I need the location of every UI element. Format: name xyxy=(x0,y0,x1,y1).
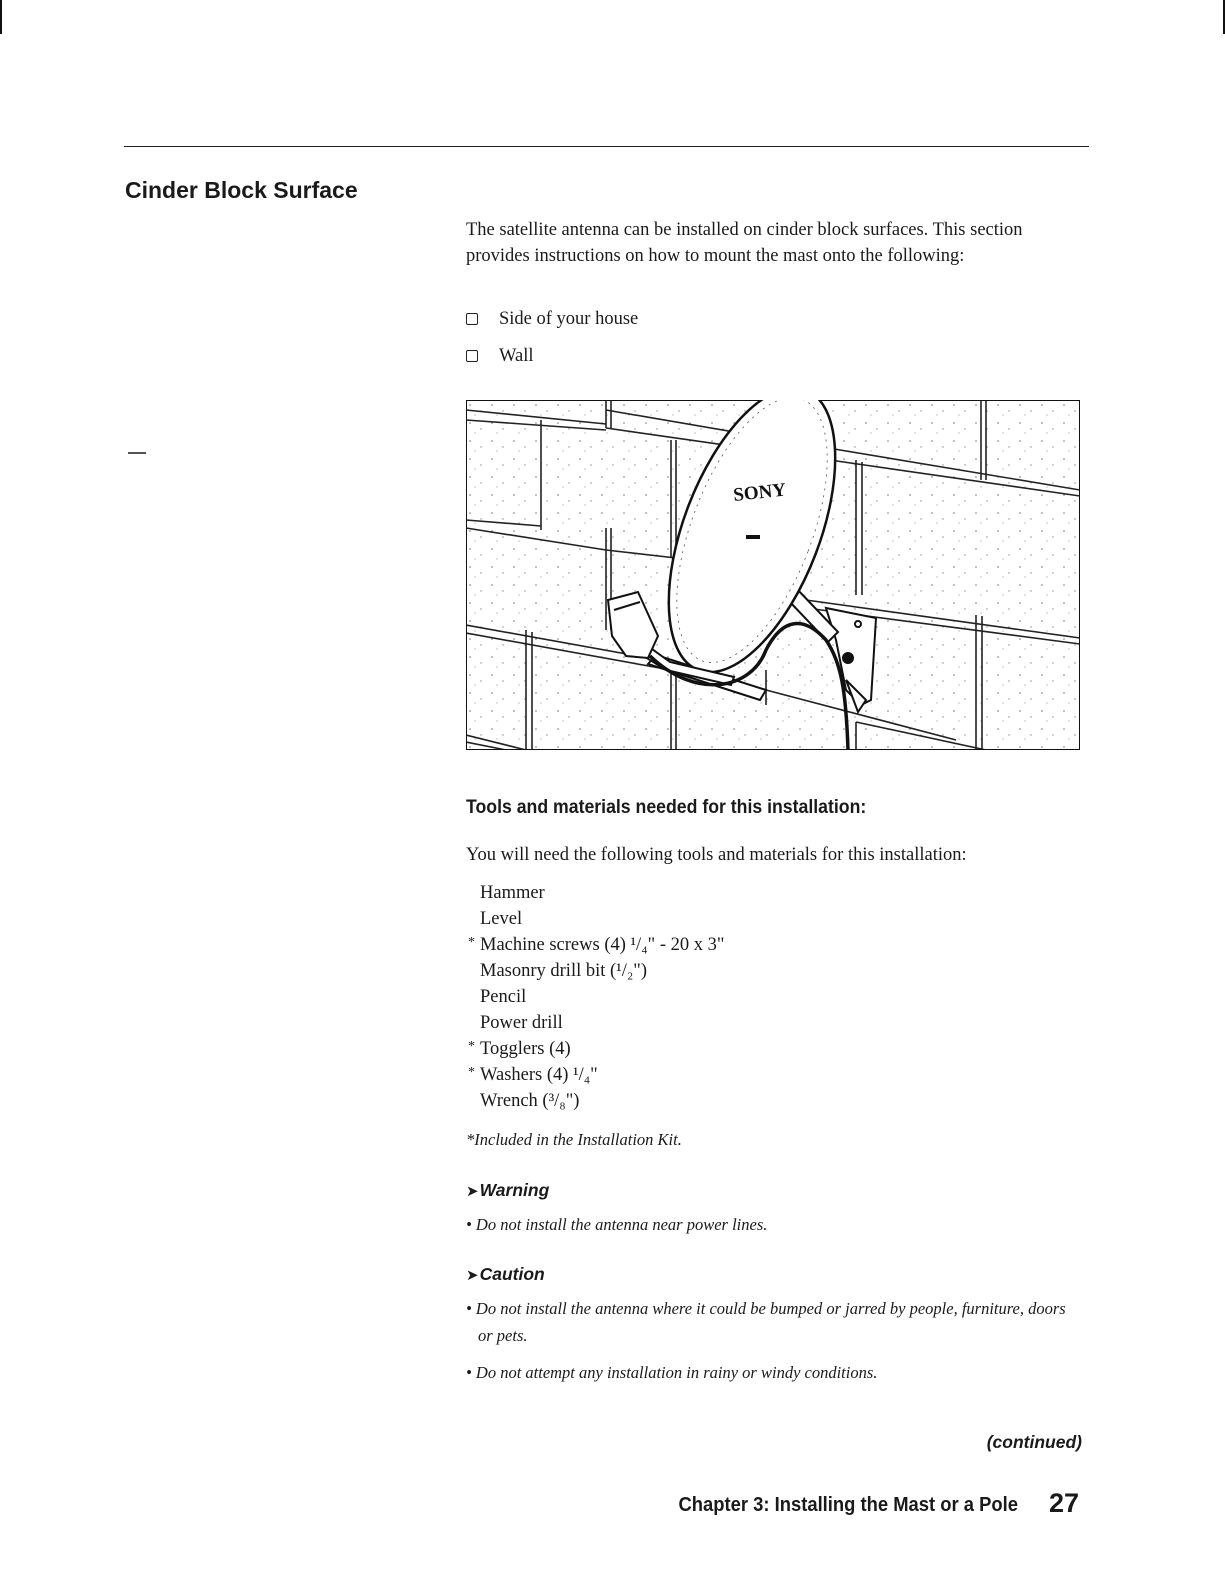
list-item xyxy=(466,1010,724,1036)
crop-mark-left xyxy=(0,0,2,34)
tool-label: Masonry drill bit (¹/₂") xyxy=(480,961,648,981)
list-item xyxy=(466,932,724,958)
list-item xyxy=(466,343,638,369)
footer-chapter-title: Chapter 3: Installing the Mast or a Pole xyxy=(678,1494,1018,1516)
warning-heading: ➤Warning xyxy=(466,1180,550,1200)
tools-heading: Tools and materials needed for this installation: xyxy=(466,797,867,818)
dish-brand-label: SONY xyxy=(732,479,788,506)
tool-label: Hammer xyxy=(480,883,545,903)
kit-note: *Included in the Installation Kit. xyxy=(466,1130,682,1149)
tool-label: Wrench (³/₈") xyxy=(480,1091,580,1111)
warning-bullet: • Do not install the antenna near power lines. xyxy=(466,1215,768,1234)
kit-asterisk: * xyxy=(468,935,475,950)
continued-label: (continued) xyxy=(986,1432,1082,1452)
arrow-right-icon: ➤ xyxy=(466,1267,479,1284)
list-item xyxy=(466,958,724,984)
mount-options-list xyxy=(466,306,638,380)
tools-lead: You will need the following tools and materials for this installation: xyxy=(466,845,967,865)
tools-list xyxy=(466,880,724,1114)
list-item xyxy=(466,1036,724,1062)
tool-label: Pencil xyxy=(480,987,527,1007)
tool-label: Power drill xyxy=(480,1013,563,1033)
caution-bullet: • Do not attempt any installation in rainy or windy conditions. xyxy=(466,1363,878,1382)
scan-speck xyxy=(128,452,146,454)
tool-label: Level xyxy=(480,909,523,929)
list-item xyxy=(466,1088,724,1114)
option-label: Side of your house xyxy=(499,308,639,329)
list-item xyxy=(466,306,638,332)
checkbox-square-icon xyxy=(466,313,478,325)
list-item xyxy=(466,1062,724,1088)
caution-heading: ➤Caution xyxy=(466,1264,545,1284)
section-title: Cinder Block Surface xyxy=(125,177,358,203)
satellite-dish-illustration xyxy=(466,400,1080,750)
arrow-right-icon: ➤ xyxy=(466,1183,479,1200)
kit-asterisk: * xyxy=(468,1039,475,1054)
option-label: Wall xyxy=(499,345,534,366)
checkbox-square-icon xyxy=(466,350,478,362)
page-number: 27 xyxy=(1048,1488,1079,1518)
header-rule xyxy=(124,146,1089,147)
list-item xyxy=(466,984,724,1010)
kit-asterisk: * xyxy=(468,1065,475,1080)
tool-label: Washers (4) ¹/₄" xyxy=(480,1065,598,1085)
intro-paragraph: The satellite antenna can be installed on cinder block surfaces. This section provides instructions on how to mount the mast onto the following: xyxy=(466,220,1023,266)
list-item xyxy=(466,880,724,906)
tool-label: Togglers (4) xyxy=(480,1039,571,1059)
caution-bullet: • Do not install the antenna where it could be bumped or jarred by people, furniture, doors or pets. xyxy=(466,1299,1066,1345)
tool-label: Machine screws (4) ¹/₄" - 20 x 3" xyxy=(480,935,725,955)
list-item xyxy=(466,906,724,932)
